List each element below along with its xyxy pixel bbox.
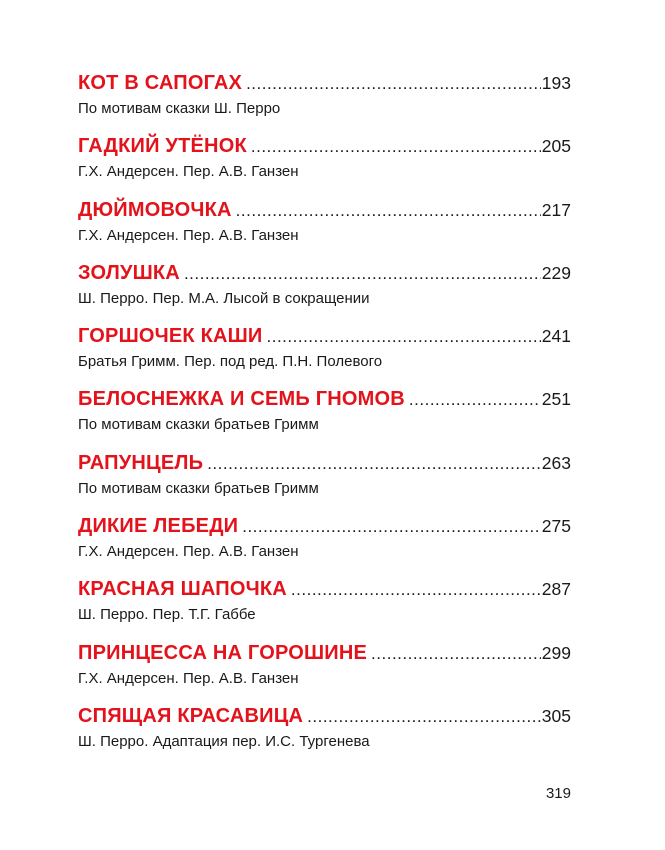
toc-page-number: 241 [541,326,571,347]
toc-title-row [78,450,571,476]
toc-page-number: 229 [541,262,571,283]
toc-title-row [78,260,571,286]
toc-page-number: 305 [541,705,571,726]
toc-title-row [78,513,571,539]
toc-dot-leader [409,387,541,413]
toc-page-number: 251 [541,389,571,410]
toc-title: РАПУНЦЕЛЬ [78,451,204,474]
toc-subtitle: Г.Х. Андерсен. Пер. А.В. Ганзен [78,543,299,561]
toc-title: БЕЛОСНЕЖКА И СЕМЬ ГНОМОВ [78,388,405,411]
toc-subtitle: Ш. Перро. Адаптация пер. И.С. Тургенева [78,732,370,750]
toc-subtitle: По мотивам сказки братьев Гримм [78,416,319,434]
toc-entry[interactable] [78,576,571,639]
toc-dot-leader [267,324,541,350]
toc-page-number: 299 [541,642,571,663]
toc-entry[interactable] [78,197,571,260]
toc-title-row [78,323,571,349]
toc-entry[interactable] [78,260,571,323]
toc-title: ДИКИЕ ЛЕБЕДИ [78,515,239,538]
toc-title: КОТ В САПОГАХ [78,72,243,94]
toc-entry[interactable] [78,386,571,449]
toc-title: СПЯЩАЯ КРАСАВИЦА [78,704,304,727]
toc-title-row [78,576,571,602]
page-folio: 319 [545,785,571,802]
toc-dot-leader [184,261,541,287]
toc-title: ГАДКИЙ УТЁНОК [78,135,247,158]
table-of-contents [78,70,571,766]
toc-subtitle: Братья Гримм. Пер. под ред. П.Н. Полевого [78,353,383,371]
toc-dot-leader [251,134,541,160]
toc-entry[interactable] [78,70,571,133]
toc-subtitle: По мотивам сказки Ш. Перро [78,100,281,117]
toc-dot-leader [291,577,541,603]
toc-entry[interactable] [78,640,571,703]
toc-dot-leader [371,641,541,667]
toc-title-row [78,197,571,223]
toc-page-number: 263 [541,452,571,473]
toc-page-number: 205 [541,136,571,157]
toc-page-number: 193 [541,73,571,93]
toc-entry[interactable] [78,133,571,196]
toc-subtitle: Ш. Перро. Пер. М.А. Лысой в сокращении [78,289,370,307]
toc-title: КРАСНАЯ ШАПОЧКА [78,578,287,601]
toc-title: ПРИНЦЕССА НА ГОРОШИНЕ [78,641,368,664]
toc-title-row [78,70,571,96]
toc-page-number: 275 [541,516,571,537]
toc-subtitle: По мотивам сказки братьев Гримм [78,479,319,497]
toc-dot-leader [207,451,541,477]
toc-subtitle: Г.Х. Андерсен. Пер. А.В. Ганзен [78,163,299,181]
toc-title: ЗОЛУШКА [78,261,180,284]
toc-title-row [78,703,571,729]
toc-page-number: 217 [541,199,571,220]
toc-entry[interactable] [78,703,571,766]
toc-dot-leader [236,198,541,224]
toc-title: ГОРШОЧЕК КАШИ [78,325,263,348]
toc-dot-leader [246,71,541,97]
toc-title: ДЮЙМОВОЧКА [78,198,232,221]
toc-subtitle: Г.Х. Андерсен. Пер. А.В. Ганзен [78,226,299,244]
toc-dot-leader [307,704,541,730]
toc-title-row [78,640,571,666]
toc-title-row [78,133,571,159]
toc-entry[interactable] [78,323,571,386]
toc-subtitle: Ш. Перро. Пер. Т.Г. Габбе [78,606,256,624]
toc-page-number: 287 [541,579,571,600]
toc-subtitle: Г.Х. Андерсен. Пер. А.В. Ганзен [78,669,299,687]
toc-entry[interactable] [78,450,571,513]
toc-dot-leader [242,514,541,540]
toc-entry[interactable] [78,513,571,576]
toc-title-row [78,386,571,412]
